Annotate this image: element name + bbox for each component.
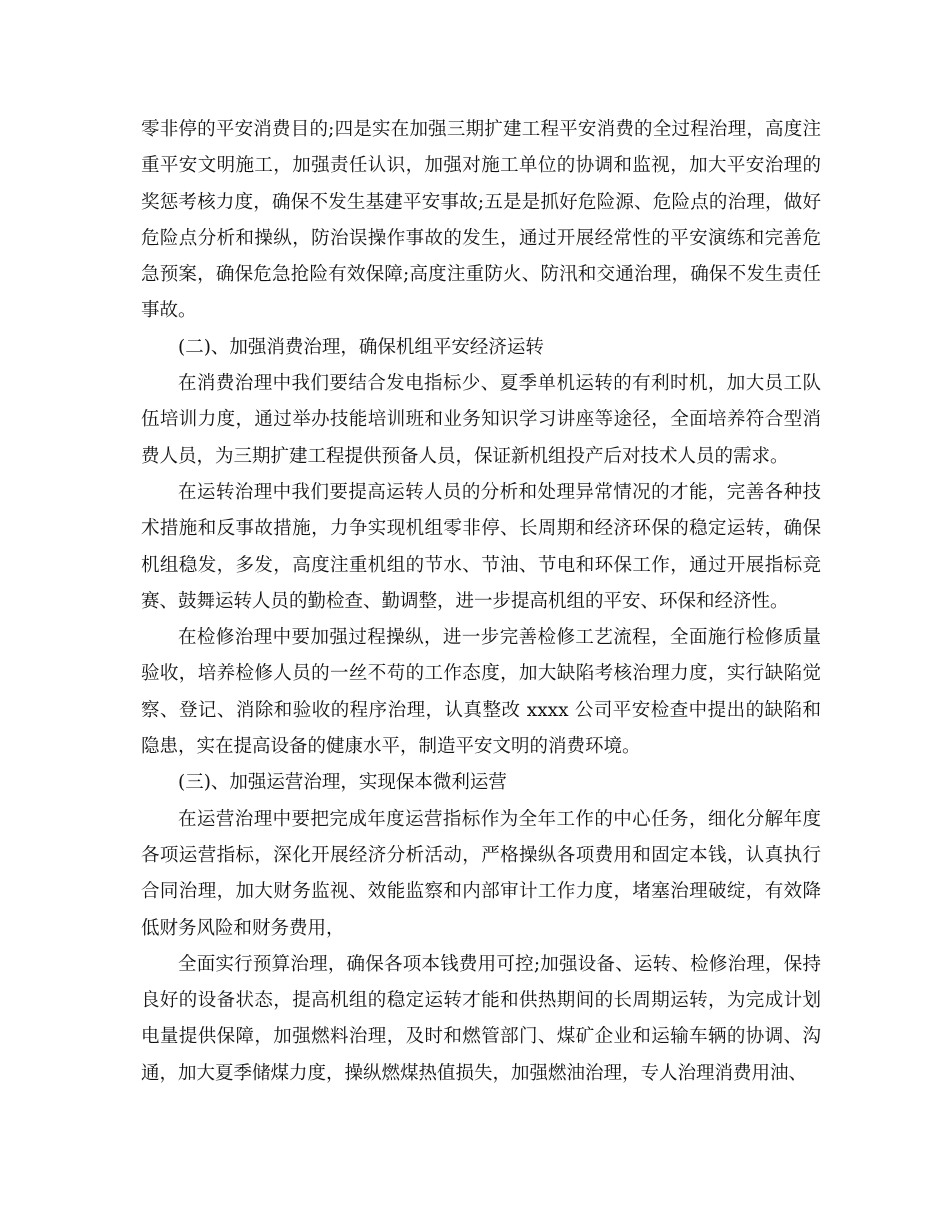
paragraph-budget-management: 全面实行预算治理，确保各项本钱费用可控;加强设备、运转、检修治理，保持良好的设备状态，提高机组的稳定运转才能和供热期间的长周期运转，为完成计划电量提供保障，加强燃料治理，及时和燃管部门、煤矿企业和运输车辆的协调、沟通，加大夏季储煤力度，操纵燃煤热值损失，加强燃油治理，专人治理消费用油、	[141, 953, 821, 1084]
paragraph-staff-training: 在消费治理中我们要结合发电指标少、夏季单机运转的有利时机，加大员工队伍培训力度，通过举办技能培训班和业务知识学习讲座等途径，全面培养符合型消费人员，为三期扩建工程提供预备人员，保证新机组投产后对技术人员的需求。	[141, 373, 821, 467]
section-heading-production: (二)、加强消费治理，确保机组平安经济运转	[178, 336, 544, 358]
document-body	[141, 112, 821, 1092]
paragraph-operation-management: 在运转治理中我们要提高运转人员的分析和处理异常情况的才能，完善各种技术措施和反事故措施，力争实现机组零非停、长周期和经济环保的稳定运转，确保机组稳发，多发，高度注重机组的节水、节油、节电和环保工作，通过开展指标竞赛、鼓舞运转人员的勤检查、勤调整，进一步提高机组的平安、环保和经济性。	[141, 481, 821, 612]
paragraph-maintenance-management: 在检修治理中要加强过程操纵，进一步完善检修工艺流程，全面施行检修质量验收，培养检修人员的一丝不苟的工作态度，加大缺陷考核治理力度，实行缺陷觉察、登记、消除和验收的程序治理，认真整改 xxxx 公司平安检查中提出的缺陷和隐患，实在提高设备的健康水平，制造平安文明的消费环境。	[141, 627, 821, 758]
paragraph-business-targets: 在运营治理中要把完成年度运营指标作为全年工作的中心任务，细化分解年度各项运营指标，深化开展经济分析活动，严格操纵各项费用和固定本钱，认真执行合同治理，加大财务监视、效能监察和内部审计工作力度，堵塞治理破绽，有效降低财务风险和财务费用，	[141, 808, 821, 939]
section-heading-business: (三)、加强运营治理，实现保本微利运营	[178, 772, 507, 794]
paragraph-safety-targets: 零非停的平安消费目的;四是实在加强三期扩建工程平安消费的全过程治理，高度注重平安文明施工，加强责任认识，加强对施工单位的协调和监视，加大平安治理的奖惩考核力度，确保不发生基建平安事故;五是是抓好危险源、危险点的治理，做好危险点分析和操纵，防治误操作事故的发生，通过开展经常性的平安演练和完善危急预案，确保危急抢险有效保障;高度注重防火、防汛和交通治理，确保不发生责任事故。	[141, 119, 821, 322]
